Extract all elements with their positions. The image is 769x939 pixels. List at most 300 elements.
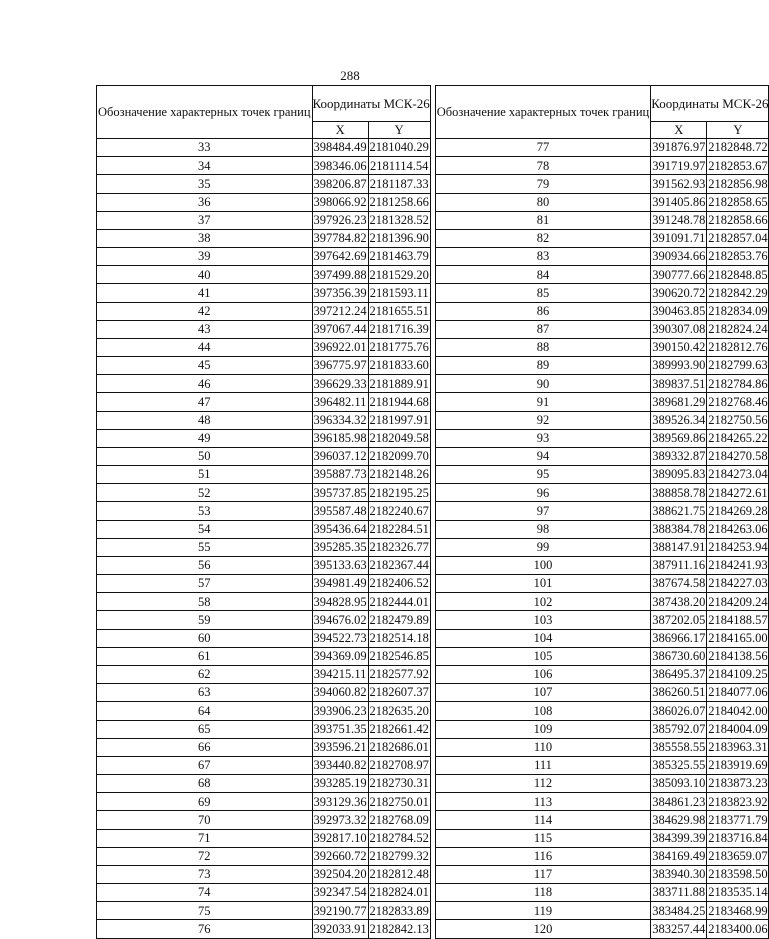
x-coordinate-cell: 394369.09 <box>312 647 368 665</box>
x-coordinate-cell: 384861.23 <box>651 793 707 811</box>
x-coordinate-cell: 396037.12 <box>312 447 368 465</box>
point-number-cell: 105 <box>435 647 651 665</box>
x-coordinate-cell: 389993.90 <box>651 357 707 375</box>
y-coordinate-cell: 2182784.86 <box>707 375 769 393</box>
table-row <box>97 665 431 683</box>
point-number-cell: 54 <box>97 520 313 538</box>
x-coordinate-cell: 398346.06 <box>312 157 368 175</box>
table-row <box>435 629 769 647</box>
point-number-cell: 42 <box>97 302 313 320</box>
x-coordinate-cell: 389681.29 <box>651 393 707 411</box>
header-y: Y <box>368 121 430 138</box>
point-number-cell: 110 <box>435 738 651 756</box>
point-number-cell: 101 <box>435 575 651 593</box>
y-coordinate-cell: 2184138.56 <box>707 647 769 665</box>
x-coordinate-cell: 396629.33 <box>312 375 368 393</box>
x-coordinate-cell: 392033.91 <box>312 920 368 939</box>
table-row <box>435 738 769 756</box>
x-coordinate-cell: 391719.97 <box>651 157 707 175</box>
x-coordinate-cell: 388858.78 <box>651 484 707 502</box>
y-coordinate-cell: 2181328.52 <box>368 211 430 229</box>
coordinates-table-right <box>435 85 769 939</box>
y-coordinate-cell: 2182812.76 <box>707 338 769 356</box>
point-number-cell: 49 <box>97 429 313 447</box>
y-coordinate-cell: 2182853.76 <box>707 248 769 266</box>
table-row <box>97 357 431 375</box>
y-coordinate-cell: 2182833.89 <box>368 902 430 920</box>
table-row <box>435 775 769 793</box>
point-number-cell: 106 <box>435 665 651 683</box>
table-row <box>97 702 431 720</box>
point-number-cell: 73 <box>97 865 313 883</box>
x-coordinate-cell: 391091.71 <box>651 229 707 247</box>
point-number-cell: 87 <box>435 320 651 338</box>
table-row <box>97 884 431 902</box>
point-number-cell: 90 <box>435 375 651 393</box>
point-number-cell: 45 <box>97 357 313 375</box>
table-row <box>435 920 769 939</box>
y-coordinate-cell: 2181716.39 <box>368 320 430 338</box>
point-number-cell: 80 <box>435 193 651 211</box>
table-row <box>97 393 431 411</box>
table-row <box>435 466 769 484</box>
x-coordinate-cell: 383711.88 <box>651 884 707 902</box>
x-coordinate-cell: 395436.64 <box>312 520 368 538</box>
y-coordinate-cell: 2181944.68 <box>368 393 430 411</box>
point-number-cell: 103 <box>435 611 651 629</box>
point-number-cell: 62 <box>97 665 313 683</box>
x-coordinate-cell: 398206.87 <box>312 175 368 193</box>
point-number-cell: 64 <box>97 702 313 720</box>
y-coordinate-cell: 2182842.13 <box>368 920 430 939</box>
y-coordinate-cell: 2184272.61 <box>707 484 769 502</box>
y-coordinate-cell: 2183919.69 <box>707 756 769 774</box>
table-row <box>435 266 769 284</box>
y-coordinate-cell: 2183535.14 <box>707 884 769 902</box>
x-coordinate-cell: 386260.51 <box>651 684 707 702</box>
table-row <box>435 320 769 338</box>
x-coordinate-cell: 389332.87 <box>651 447 707 465</box>
y-coordinate-cell: 2182856.98 <box>707 175 769 193</box>
table-row <box>435 393 769 411</box>
point-number-cell: 71 <box>97 829 313 847</box>
y-coordinate-cell: 2184273.04 <box>707 466 769 484</box>
x-coordinate-cell: 391248.78 <box>651 211 707 229</box>
point-number-cell: 95 <box>435 466 651 484</box>
y-coordinate-cell: 2182853.67 <box>707 157 769 175</box>
x-coordinate-cell: 383484.25 <box>651 902 707 920</box>
table-row <box>97 720 431 738</box>
x-coordinate-cell: 389095.83 <box>651 466 707 484</box>
point-number-cell: 37 <box>97 211 313 229</box>
point-number-cell: 76 <box>97 920 313 939</box>
y-coordinate-cell: 2183598.50 <box>707 865 769 883</box>
x-coordinate-cell: 393751.35 <box>312 720 368 738</box>
point-number-cell: 92 <box>435 411 651 429</box>
point-number-cell: 52 <box>97 484 313 502</box>
y-coordinate-cell: 2184042.00 <box>707 702 769 720</box>
point-number-cell: 46 <box>97 375 313 393</box>
point-number-cell: 98 <box>435 520 651 538</box>
table-body-left <box>97 139 431 939</box>
table-body-right <box>435 139 769 939</box>
point-number-cell: 35 <box>97 175 313 193</box>
y-coordinate-cell: 2182577.92 <box>368 665 430 683</box>
point-number-cell: 34 <box>97 157 313 175</box>
x-coordinate-cell: 396922.01 <box>312 338 368 356</box>
y-coordinate-cell: 2182099.70 <box>368 447 430 465</box>
x-coordinate-cell: 394215.11 <box>312 665 368 683</box>
table-row <box>435 375 769 393</box>
x-coordinate-cell: 388621.75 <box>651 502 707 520</box>
table-row <box>97 556 431 574</box>
point-number-cell: 50 <box>97 447 313 465</box>
header-point-label: Обозначение характерных точек границ <box>97 86 313 139</box>
point-number-cell: 108 <box>435 702 651 720</box>
y-coordinate-cell: 2182406.52 <box>368 575 430 593</box>
point-number-cell: 41 <box>97 284 313 302</box>
table-row <box>97 484 431 502</box>
x-coordinate-cell: 397212.24 <box>312 302 368 320</box>
y-coordinate-cell: 2181258.66 <box>368 193 430 211</box>
point-number-cell: 118 <box>435 884 651 902</box>
x-coordinate-cell: 387674.58 <box>651 575 707 593</box>
x-coordinate-cell: 386495.37 <box>651 665 707 683</box>
x-coordinate-cell: 397499.88 <box>312 266 368 284</box>
table-row <box>435 647 769 665</box>
y-coordinate-cell: 2181775.76 <box>368 338 430 356</box>
point-number-cell: 115 <box>435 829 651 847</box>
table-row <box>435 429 769 447</box>
header-x: X <box>651 121 707 138</box>
point-number-cell: 97 <box>435 502 651 520</box>
point-number-cell: 65 <box>97 720 313 738</box>
point-number-cell: 69 <box>97 793 313 811</box>
point-number-cell: 100 <box>435 556 651 574</box>
table-row <box>435 484 769 502</box>
table-row <box>435 847 769 865</box>
point-number-cell: 60 <box>97 629 313 647</box>
y-coordinate-cell: 2182848.85 <box>707 266 769 284</box>
point-number-cell: 74 <box>97 884 313 902</box>
y-coordinate-cell: 2184253.94 <box>707 538 769 556</box>
point-number-cell: 79 <box>435 175 651 193</box>
y-coordinate-cell: 2182661.42 <box>368 720 430 738</box>
x-coordinate-cell: 394060.82 <box>312 684 368 702</box>
y-coordinate-cell: 2181593.11 <box>368 284 430 302</box>
x-coordinate-cell: 393906.23 <box>312 702 368 720</box>
table-row <box>97 429 431 447</box>
table-row <box>435 793 769 811</box>
table-row <box>435 139 769 157</box>
x-coordinate-cell: 390307.08 <box>651 320 707 338</box>
y-coordinate-cell: 2183873.23 <box>707 775 769 793</box>
table-row <box>97 229 431 247</box>
x-coordinate-cell: 384169.49 <box>651 847 707 865</box>
table-row <box>435 593 769 611</box>
table-row <box>97 320 431 338</box>
x-coordinate-cell: 384399.39 <box>651 829 707 847</box>
y-coordinate-cell: 2183771.79 <box>707 811 769 829</box>
table-row <box>435 829 769 847</box>
point-number-cell: 84 <box>435 266 651 284</box>
x-coordinate-cell: 385325.55 <box>651 756 707 774</box>
x-coordinate-cell: 390620.72 <box>651 284 707 302</box>
x-coordinate-cell: 390777.66 <box>651 266 707 284</box>
table-row <box>435 720 769 738</box>
y-coordinate-cell: 2184077.06 <box>707 684 769 702</box>
x-coordinate-cell: 384629.98 <box>651 811 707 829</box>
x-coordinate-cell: 393596.21 <box>312 738 368 756</box>
x-coordinate-cell: 389526.34 <box>651 411 707 429</box>
x-coordinate-cell: 397356.39 <box>312 284 368 302</box>
point-number-cell: 82 <box>435 229 651 247</box>
point-number-cell: 86 <box>435 302 651 320</box>
header-y: Y <box>707 121 769 138</box>
point-number-cell: 63 <box>97 684 313 702</box>
point-number-cell: 59 <box>97 611 313 629</box>
table-row <box>97 248 431 266</box>
y-coordinate-cell: 2181529.20 <box>368 266 430 284</box>
x-coordinate-cell: 391405.86 <box>651 193 707 211</box>
point-number-cell: 93 <box>435 429 651 447</box>
table-row <box>97 520 431 538</box>
x-coordinate-cell: 397642.69 <box>312 248 368 266</box>
point-number-cell: 117 <box>435 865 651 883</box>
x-coordinate-cell: 392660.72 <box>312 847 368 865</box>
y-coordinate-cell: 2183823.92 <box>707 793 769 811</box>
x-coordinate-cell: 392973.32 <box>312 811 368 829</box>
table-row <box>435 229 769 247</box>
y-coordinate-cell: 2181833.60 <box>368 357 430 375</box>
header-coord-system: Координаты МСК-26 <box>651 86 769 122</box>
point-number-cell: 88 <box>435 338 651 356</box>
y-coordinate-cell: 2182730.31 <box>368 775 430 793</box>
point-number-cell: 36 <box>97 193 313 211</box>
table-row <box>435 302 769 320</box>
point-number-cell: 66 <box>97 738 313 756</box>
x-coordinate-cell: 397067.44 <box>312 320 368 338</box>
header-point-label: Обозначение характерных точек границ <box>435 86 651 139</box>
y-coordinate-cell: 2181396.90 <box>368 229 430 247</box>
table-row <box>97 139 431 157</box>
point-number-cell: 77 <box>435 139 651 157</box>
point-number-cell: 113 <box>435 793 651 811</box>
table-row <box>435 447 769 465</box>
table-row <box>97 502 431 520</box>
table-row <box>97 211 431 229</box>
y-coordinate-cell: 2182479.89 <box>368 611 430 629</box>
table-row <box>435 211 769 229</box>
y-coordinate-cell: 2184241.93 <box>707 556 769 574</box>
y-coordinate-cell: 2181040.29 <box>368 139 430 157</box>
y-coordinate-cell: 2182284.51 <box>368 520 430 538</box>
y-coordinate-cell: 2182858.65 <box>707 193 769 211</box>
y-coordinate-cell: 2181655.51 <box>368 302 430 320</box>
table-row <box>97 829 431 847</box>
point-number-cell: 111 <box>435 756 651 774</box>
table-row <box>435 884 769 902</box>
y-coordinate-cell: 2182857.04 <box>707 229 769 247</box>
table-row <box>97 284 431 302</box>
table-row <box>97 375 431 393</box>
point-number-cell: 53 <box>97 502 313 520</box>
table-row <box>435 611 769 629</box>
table-row <box>97 811 431 829</box>
x-coordinate-cell: 395737.85 <box>312 484 368 502</box>
point-number-cell: 119 <box>435 902 651 920</box>
table-row <box>435 411 769 429</box>
table-row <box>97 629 431 647</box>
point-number-cell: 56 <box>97 556 313 574</box>
x-coordinate-cell: 387202.05 <box>651 611 707 629</box>
point-number-cell: 114 <box>435 811 651 829</box>
y-coordinate-cell: 2183659.07 <box>707 847 769 865</box>
table-row <box>97 684 431 702</box>
table-row <box>97 775 431 793</box>
point-number-cell: 83 <box>435 248 651 266</box>
y-coordinate-cell: 2182444.01 <box>368 593 430 611</box>
point-number-cell: 40 <box>97 266 313 284</box>
table-row <box>97 193 431 211</box>
x-coordinate-cell: 390150.42 <box>651 338 707 356</box>
x-coordinate-cell: 397926.23 <box>312 211 368 229</box>
table-row <box>435 175 769 193</box>
x-coordinate-cell: 387438.20 <box>651 593 707 611</box>
y-coordinate-cell: 2182607.37 <box>368 684 430 702</box>
point-number-cell: 58 <box>97 593 313 611</box>
x-coordinate-cell: 386730.60 <box>651 647 707 665</box>
point-number-cell: 39 <box>97 248 313 266</box>
x-coordinate-cell: 391562.93 <box>651 175 707 193</box>
table-row <box>97 538 431 556</box>
y-coordinate-cell: 2182750.01 <box>368 793 430 811</box>
y-coordinate-cell: 2182799.63 <box>707 357 769 375</box>
point-number-cell: 96 <box>435 484 651 502</box>
x-coordinate-cell: 390463.85 <box>651 302 707 320</box>
table-row <box>97 157 431 175</box>
y-coordinate-cell: 2181889.91 <box>368 375 430 393</box>
table-row <box>435 756 769 774</box>
point-number-cell: 120 <box>435 920 651 939</box>
x-coordinate-cell: 394676.02 <box>312 611 368 629</box>
table-row <box>97 302 431 320</box>
point-number-cell: 107 <box>435 684 651 702</box>
point-number-cell: 89 <box>435 357 651 375</box>
y-coordinate-cell: 2181997.91 <box>368 411 430 429</box>
x-coordinate-cell: 389837.51 <box>651 375 707 393</box>
y-coordinate-cell: 2183963.31 <box>707 738 769 756</box>
point-number-cell: 102 <box>435 593 651 611</box>
table-row <box>97 411 431 429</box>
point-number-cell: 85 <box>435 284 651 302</box>
table-row <box>97 756 431 774</box>
x-coordinate-cell: 385558.55 <box>651 738 707 756</box>
table-row <box>435 865 769 883</box>
coordinates-table-left <box>96 85 431 939</box>
y-coordinate-cell: 2182750.56 <box>707 411 769 429</box>
table-row <box>435 684 769 702</box>
table-row <box>97 738 431 756</box>
point-number-cell: 55 <box>97 538 313 556</box>
point-number-cell: 78 <box>435 157 651 175</box>
y-coordinate-cell: 2183716.84 <box>707 829 769 847</box>
x-coordinate-cell: 395887.73 <box>312 466 368 484</box>
table-row <box>97 338 431 356</box>
point-number-cell: 44 <box>97 338 313 356</box>
x-coordinate-cell: 396482.11 <box>312 393 368 411</box>
point-number-cell: 116 <box>435 847 651 865</box>
x-coordinate-cell: 389569.86 <box>651 429 707 447</box>
x-coordinate-cell: 393440.82 <box>312 756 368 774</box>
table-row <box>97 902 431 920</box>
table-row <box>97 611 431 629</box>
table-row <box>97 865 431 883</box>
point-number-cell: 43 <box>97 320 313 338</box>
x-coordinate-cell: 392190.77 <box>312 902 368 920</box>
x-coordinate-cell: 393129.36 <box>312 793 368 811</box>
point-number-cell: 57 <box>97 575 313 593</box>
point-number-cell: 61 <box>97 647 313 665</box>
header-coord-system: Координаты МСК-26 <box>312 86 430 122</box>
table-row <box>97 175 431 193</box>
table-row <box>97 793 431 811</box>
table-row <box>97 593 431 611</box>
point-number-cell: 72 <box>97 847 313 865</box>
point-number-cell: 47 <box>97 393 313 411</box>
y-coordinate-cell: 2182049.58 <box>368 429 430 447</box>
point-number-cell: 75 <box>97 902 313 920</box>
x-coordinate-cell: 394981.49 <box>312 575 368 593</box>
x-coordinate-cell: 392817.10 <box>312 829 368 847</box>
x-coordinate-cell: 395587.48 <box>312 502 368 520</box>
y-coordinate-cell: 2182148.26 <box>368 466 430 484</box>
table-row <box>435 665 769 683</box>
y-coordinate-cell: 2182240.67 <box>368 502 430 520</box>
point-number-cell: 104 <box>435 629 651 647</box>
y-coordinate-cell: 2184265.22 <box>707 429 769 447</box>
page-number: 288 <box>340 68 360 83</box>
table-row <box>435 502 769 520</box>
point-number-cell: 68 <box>97 775 313 793</box>
x-coordinate-cell: 392347.54 <box>312 884 368 902</box>
point-number-cell: 112 <box>435 775 651 793</box>
x-coordinate-cell: 395133.63 <box>312 556 368 574</box>
x-coordinate-cell: 394828.95 <box>312 593 368 611</box>
point-number-cell: 94 <box>435 447 651 465</box>
y-coordinate-cell: 2184209.24 <box>707 593 769 611</box>
y-coordinate-cell: 2182858.66 <box>707 211 769 229</box>
x-coordinate-cell: 398484.49 <box>312 139 368 157</box>
y-coordinate-cell: 2184188.57 <box>707 611 769 629</box>
point-number-cell: 33 <box>97 139 313 157</box>
y-coordinate-cell: 2182812.48 <box>368 865 430 883</box>
table-row <box>435 193 769 211</box>
table-row <box>97 266 431 284</box>
x-coordinate-cell: 387911.16 <box>651 556 707 574</box>
x-coordinate-cell: 388384.78 <box>651 520 707 538</box>
table-row <box>97 847 431 865</box>
y-coordinate-cell: 2184004.09 <box>707 720 769 738</box>
point-number-cell: 70 <box>97 811 313 829</box>
point-number-cell: 99 <box>435 538 651 556</box>
table-row <box>435 520 769 538</box>
x-coordinate-cell: 388147.91 <box>651 538 707 556</box>
x-coordinate-cell: 386026.07 <box>651 702 707 720</box>
table-row <box>97 647 431 665</box>
point-number-cell: 109 <box>435 720 651 738</box>
x-coordinate-cell: 386966.17 <box>651 629 707 647</box>
